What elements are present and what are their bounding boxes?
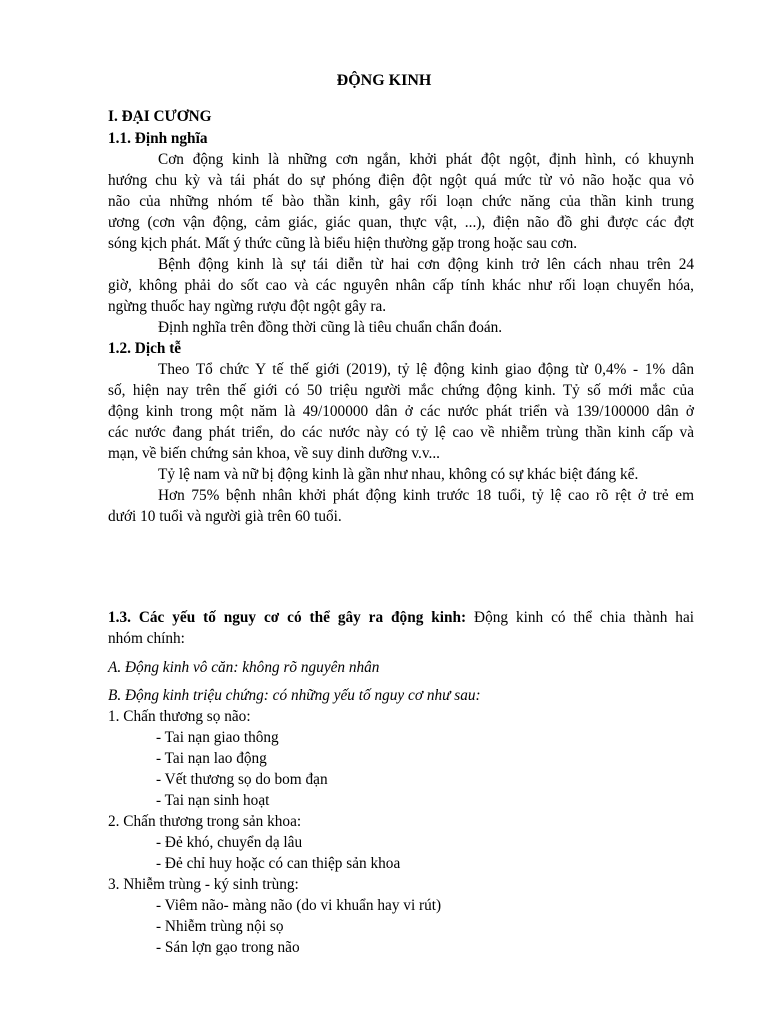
list-item: - Nhiễm trùng nội sọ bbox=[156, 918, 284, 935]
paragraph-line: Tỷ lệ nam và nữ bị động kinh là gần như nhau, không có sự khác biệt đáng kể. bbox=[158, 466, 639, 483]
paragraph-line: ương (cơn vận động, cảm giác, giác quan, thực vật, ...), điện não đồ ghi được các đợt bbox=[108, 214, 694, 231]
paragraph-line: hướng chu kỳ và tái phát do sự phóng điện đột ngột quá mức từ vỏ não hoặc qua vỏ bbox=[108, 172, 694, 189]
symptomatic-epilepsy-line: B. Động kinh triệu chứng: có những yếu tố nguy cơ như sau: bbox=[108, 687, 481, 704]
list-item: - Tai nạn sinh hoạt bbox=[156, 792, 270, 809]
paragraph-line: não của những nhóm tế bào thần kinh, gây rối loạn chức năng của thần kinh trung bbox=[108, 193, 694, 210]
list-item: - Đẻ khó, chuyển dạ lâu bbox=[156, 834, 303, 851]
paragraph-line: Bệnh động kinh là sự tái diễn từ hai cơn động kinh trở lên cách nhau trên 24 bbox=[158, 256, 694, 273]
group-label: 2. Chấn thương trong sản khoa: bbox=[108, 813, 302, 830]
list-item: - Đẻ chỉ huy hoặc có can thiệp sản khoa bbox=[156, 855, 401, 872]
paragraph-line: động kinh trong một năm là 49/100000 dân ở các nước phát triển và 139/100000 dân ở bbox=[108, 403, 694, 420]
paragraph-line: ngừng thuốc hay ngừng rượu đột ngột gây ra. bbox=[108, 298, 387, 315]
list-item: - Vết thương sọ do bom đạn bbox=[156, 771, 328, 788]
risk-factors-heading: 1.3. Các yếu tố nguy cơ có thể gây ra động kinh: bbox=[108, 609, 467, 626]
group-label: 3. Nhiễm trùng - ký sinh trùng: bbox=[108, 876, 299, 893]
document-title: ĐỘNG KINH bbox=[336, 72, 432, 89]
paragraph-line: Cơn động kinh là những cơn ngắn, khởi phát đột ngột, định hình, có khuynh bbox=[158, 151, 694, 168]
paragraph-line: dưới 10 tuổi và người già trên 60 tuổi. bbox=[108, 508, 342, 525]
risk-factors-intro: Động kinh có thể chia thành hai bbox=[466, 609, 694, 626]
paragraph-line: sóng kịch phát. Mất ý thức cũng là biểu hiện thường gặp trong hoặc sau cơn. bbox=[108, 235, 578, 252]
section-heading-dai-cuong: I. ĐẠI CƯƠNG bbox=[108, 108, 212, 125]
subsection-heading-dich-te: 1.2. Dịch tễ bbox=[108, 340, 182, 357]
paragraph-line: giờ, không phải do sốt cao và các nguyên nhân cấp tính khác như rối loạn chuyển hóa, bbox=[108, 277, 694, 294]
paragraph-line: Hơn 75% bệnh nhân khởi phát động kinh trước 18 tuổi, tỷ lệ cao rõ rệt ở trẻ em bbox=[158, 487, 694, 504]
risk-factors-heading-line bbox=[108, 607, 694, 628]
idiopathic-epilepsy-line: A. Động kinh vô căn: không rõ nguyên nhân bbox=[108, 659, 380, 676]
paragraph-line: Theo Tổ chức Y tế thế giới (2019), tỷ lệ động kinh giao động từ 0,4% - 1% dân bbox=[158, 361, 694, 378]
paragraph-line: nhóm chính: bbox=[108, 630, 185, 647]
group-label: 1. Chấn thương sọ não: bbox=[108, 708, 251, 725]
list-item: - Viêm não- màng não (do vi khuẩn hay vi rút) bbox=[156, 897, 442, 914]
list-item: - Sán lợn gạo trong não bbox=[156, 939, 300, 956]
paragraph-line: số, hiện nay trên thế giới có 50 triệu người mắc chứng động kinh. Tỷ số mới mắc của bbox=[108, 382, 694, 399]
paragraph-line: Định nghĩa trên đồng thời cũng là tiêu chuẩn chẩn đoán. bbox=[158, 319, 503, 336]
subsection-heading-dinh-nghia: 1.1. Định nghĩa bbox=[108, 130, 208, 147]
list-item: - Tai nạn lao động bbox=[156, 750, 267, 767]
paragraph-line: các nước đang phát triển, do các nước này có tỷ lệ cao về nhiễm trùng thần kinh cấp và bbox=[108, 424, 694, 441]
paragraph-line: mạn, về biến chứng sản khoa, về suy dinh dưỡng v.v... bbox=[108, 445, 440, 462]
list-item: - Tai nạn giao thông bbox=[156, 729, 279, 746]
